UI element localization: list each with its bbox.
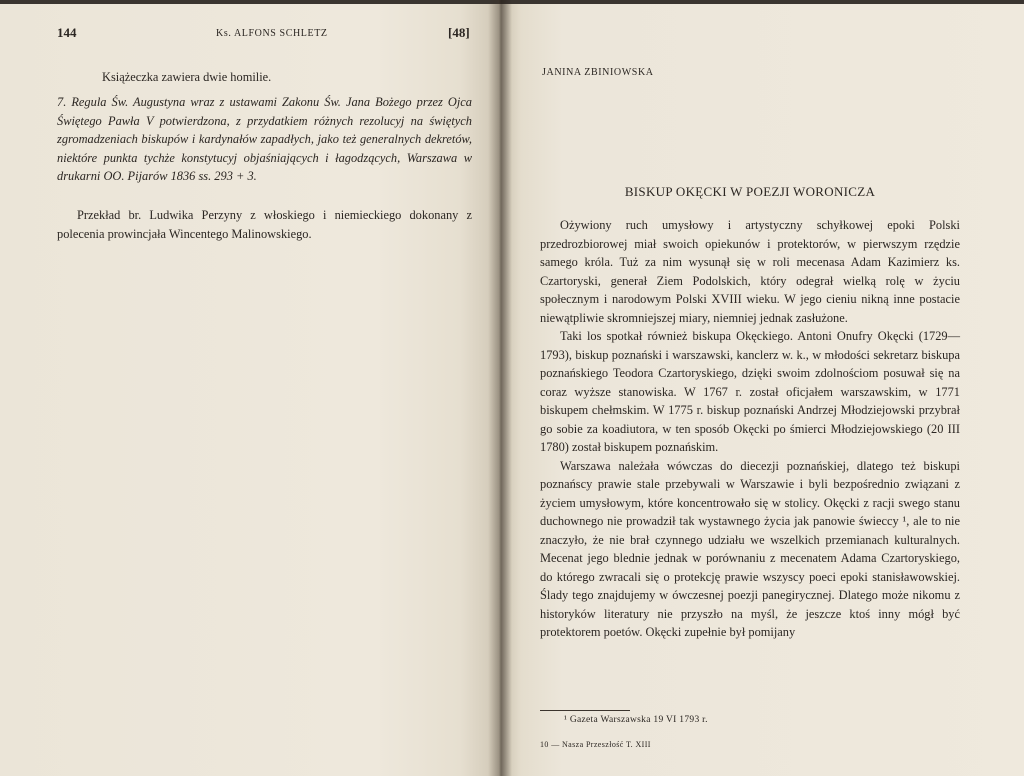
section-number: [48] <box>448 25 470 40</box>
left-body-line <box>102 68 472 87</box>
book-gutter <box>488 0 512 776</box>
paragraph-entry: 7. Regula Św. Augustyna wraz z ustawami Zakonu Św. Jana Bożego przez Ojca Świętego Pawła V potwierdzona, z przydatkiem różnych rezolucyj na świętych zgromadzeniach biskupów i kardynałów zapadłych, jako też generalnych dekretów, niektóre punkta tychże konstytucyj objaśniających i łagodzących, Warszawa w drukarni OO. Pijarów 1836 ss. 293 + 3. <box>57 95 472 183</box>
article-heading: BISKUP OKĘCKI W POEZJI WORONICZA <box>624 184 876 199</box>
paragraph-2: Taki los spotkał również biskupa Okęckiego. Antoni Onufry Okęcki (1729—1793), biskup poznański i warszawski, kanclerz w. k., w młodości sekretarz biskupa poznańskiego Teodora Czartoryskiego, dzięki swoim zdolnościom posuwał się na coraz wyższe stanowiska. W 1767 r. został oficjałem warszawskim, w 1771 biskupem chełmskim. W 1775 r. biskup poznański Andrzej Młodziejowski przybrał go sobie za koadiutora, w ten sposób Okęcki po śmierci Młodziejowskiego (20 III 1780) został biskupem poznańskim. <box>540 329 960 454</box>
bibliography-entry-7 <box>57 93 472 186</box>
signature-mark: 10 — Nasza Przeszłość T. XIII <box>540 740 651 749</box>
article-body <box>540 216 960 642</box>
running-head-author: JANINA ZBINIOWSKA <box>542 67 654 78</box>
paragraph-intro: Książeczka zawiera dwie homilie. <box>102 70 272 84</box>
right-page <box>500 4 1024 776</box>
footnote: ¹ Gazeta Warszawska 19 VI 1793 r. <box>564 715 708 725</box>
left-page <box>0 4 500 776</box>
page-number: 144 <box>57 25 77 40</box>
footnote-rule <box>540 710 630 711</box>
translation-note <box>57 206 472 243</box>
paragraph-translation: Przekład br. Ludwika Perzyny z włoskiego i niemieckiego dokonany z polecenia prowincjała Wincentego Malinowskiego. <box>57 208 472 241</box>
paragraph-1: Ożywiony ruch umysłowy i artystyczny schyłkowej epoki Polski przedrozbiorowej miał swoich opiekunów i protektorów, w pierwszym rzędzie samego króla. Tuż za nim wysunął się w roli mecenasa Adam Kazimierz ks. Czartoryski, generał Ziem Podolskich, który odegrał wielką rolę w życiu społecznym i narodowym Polski XVIII wieku. W jego cieniu nikną inne postacie niewątpliwie skromniejszej miary, niemniej jednak zasłużone. <box>540 218 960 325</box>
paragraph-3: Warszawa należała wówczas do diecezji poznańskiej, dlatego też biskupi poznańscy prawie stale przebywali w Warszawie i byli bezpośrednio związani z życiem umysłowym, które koncentrowało się w stolicy. Okęcki z racji swego stanu duchownego nie prowadził tak wystawnego życia jak panowie świeccy ¹, ale to nie znaczyło, że nie brał czynnego udziału we wszelkich przemianach kulturalnych. Mecenat jego blednie jednak w porównaniu z mecenatem Adama Czartoryskiego, do którego zwracali się o protekcję prawie wszyscy poeci epoki stanisławowskiej. Ślady tego znajdujemy w ówczesnej poezji panegirycznej. Dlatego może nikomu z historyków literatury nie przyszło na myśl, że jeszcze ktoś inny mógł być protektorem poetów. Okęcki zupełnie był pomijany <box>540 458 960 639</box>
running-head-author: Ks. ALFONS SCHLETZ <box>216 28 328 39</box>
